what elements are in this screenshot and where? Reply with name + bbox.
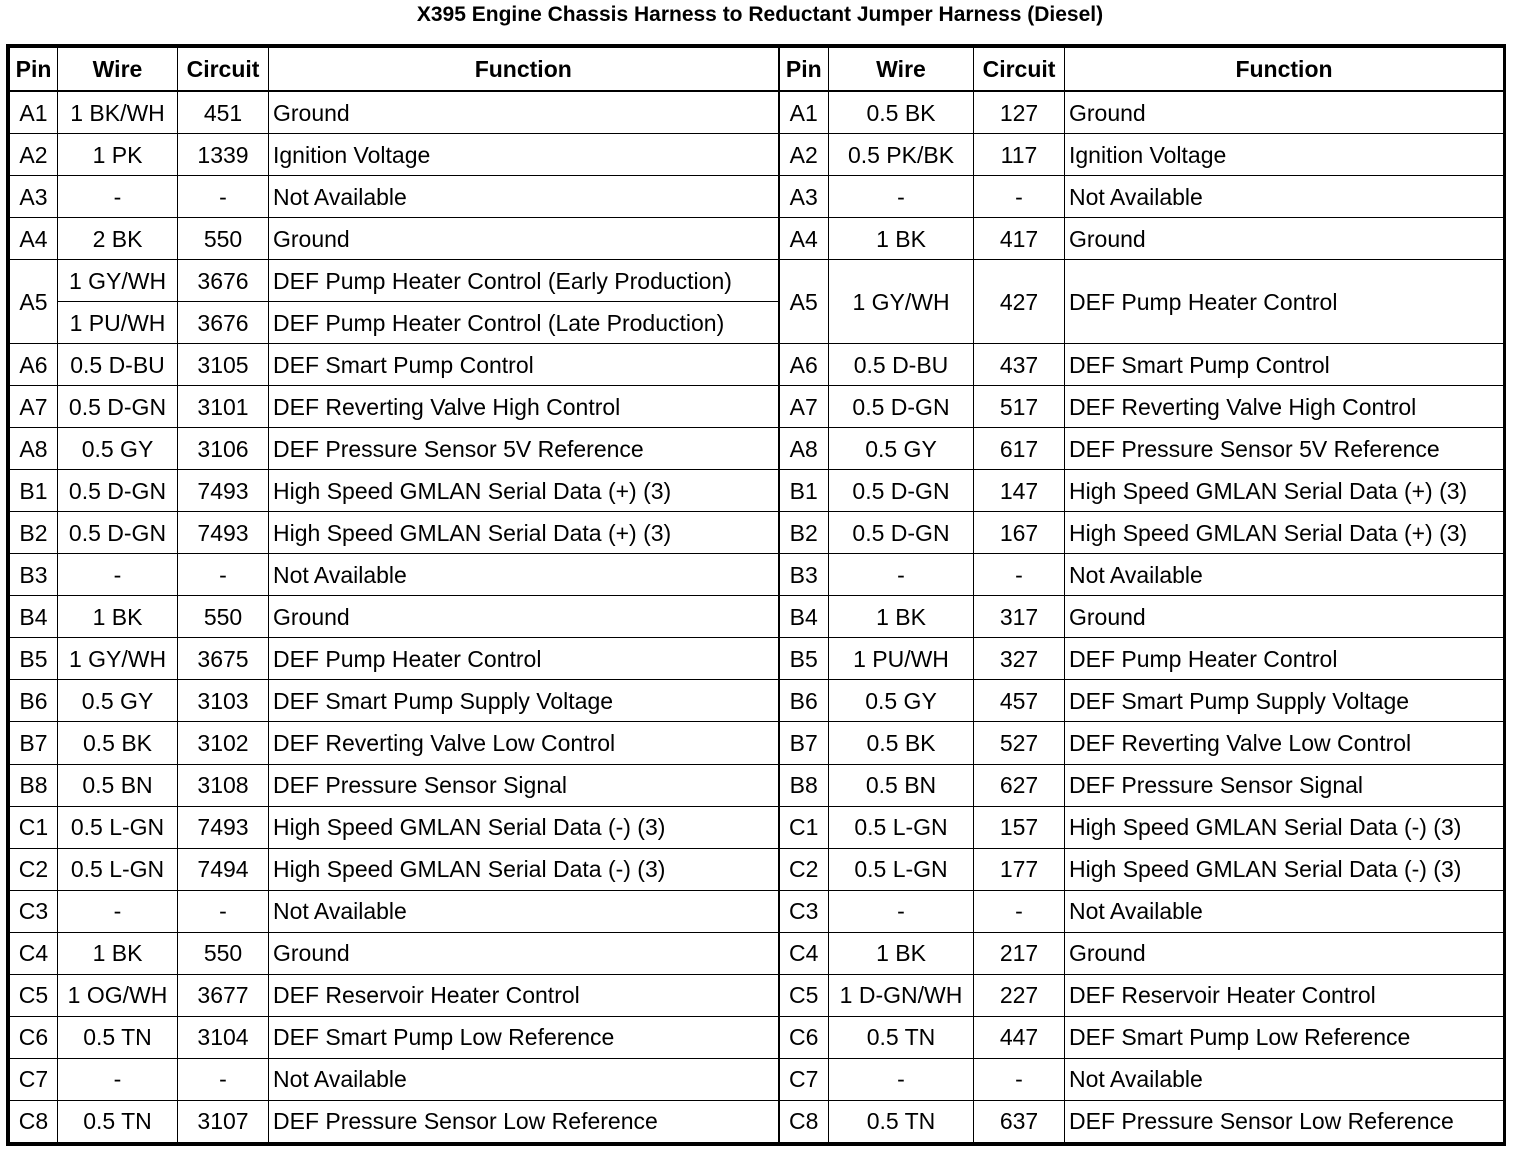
right-circuit-cell: 627 <box>974 764 1065 806</box>
right-function-cell: DEF Reverting Valve High Control <box>1065 386 1504 428</box>
table-row <box>10 91 1504 134</box>
right-circuit-cell: 147 <box>974 470 1065 512</box>
right-pin-cell: B5 <box>779 638 829 680</box>
left-pin-cell: C7 <box>10 1058 58 1100</box>
table-row <box>10 1016 1504 1058</box>
right-wire-cell: 1 GY/WH <box>829 260 974 344</box>
left-pin-cell: A5 <box>10 260 58 344</box>
left-function-cell: DEF Pressure Sensor Signal <box>269 764 779 806</box>
right-function-cell: DEF Reservoir Heater Control <box>1065 974 1504 1016</box>
right-wire-cell: 0.5 GY <box>829 680 974 722</box>
left-wire-cell: 2 BK <box>58 218 178 260</box>
left-function-cell: DEF Smart Pump Low Reference <box>269 1016 779 1058</box>
table-row <box>10 974 1504 1016</box>
left-pin-cell: C2 <box>10 848 58 890</box>
right-circuit-cell: 217 <box>974 932 1065 974</box>
right-pin-cell: C2 <box>779 848 829 890</box>
right-function-cell: Ground <box>1065 932 1504 974</box>
right-pin-cell: A1 <box>779 91 829 134</box>
left-pin-cell: C3 <box>10 890 58 932</box>
left-function-cell: Ignition Voltage <box>269 134 779 176</box>
left-function-cell: DEF Reservoir Heater Control <box>269 974 779 1016</box>
header-pin: Pin <box>779 48 829 92</box>
left-wire-cell: - <box>58 1058 178 1100</box>
left-function-cell: High Speed GMLAN Serial Data (-) (3) <box>269 806 779 848</box>
right-pin-cell: C8 <box>779 1100 829 1142</box>
left-pin-cell: A2 <box>10 134 58 176</box>
right-wire-cell: 0.5 BN <box>829 764 974 806</box>
right-wire-cell: 1 BK <box>829 218 974 260</box>
right-circuit-cell: 517 <box>974 386 1065 428</box>
table-row <box>10 1058 1504 1100</box>
table-row <box>10 806 1504 848</box>
table-row <box>10 260 1504 302</box>
left-circuit-cell: - <box>178 1058 269 1100</box>
right-pin-cell: A3 <box>779 176 829 218</box>
right-circuit-cell: 127 <box>974 91 1065 134</box>
right-circuit-cell: 167 <box>974 512 1065 554</box>
table-row <box>10 470 1504 512</box>
right-circuit-cell: - <box>974 176 1065 218</box>
right-wire-cell: 0.5 BK <box>829 722 974 764</box>
left-function-cell: Not Available <box>269 176 779 218</box>
left-pin-cell: B7 <box>10 722 58 764</box>
right-pin-cell: A4 <box>779 218 829 260</box>
right-function-cell: Not Available <box>1065 554 1504 596</box>
left-circuit-cell: - <box>178 554 269 596</box>
left-pin-cell: A8 <box>10 428 58 470</box>
table-header-row <box>10 48 1504 92</box>
right-circuit-cell: 157 <box>974 806 1065 848</box>
left-wire-cell: 0.5 D-BU <box>58 344 178 386</box>
left-function-cell: Ground <box>269 596 779 638</box>
left-circuit-cell: 3101 <box>178 386 269 428</box>
left-circuit-cell: 3103 <box>178 680 269 722</box>
right-function-cell: DEF Pressure Sensor Signal <box>1065 764 1504 806</box>
right-wire-cell: 0.5 TN <box>829 1100 974 1142</box>
left-pin-cell: C8 <box>10 1100 58 1142</box>
left-wire-cell: 0.5 TN <box>58 1016 178 1058</box>
right-wire-cell: 0.5 GY <box>829 428 974 470</box>
left-pin-cell: B1 <box>10 470 58 512</box>
pinout-table <box>9 47 1504 1143</box>
right-function-cell: Ground <box>1065 91 1504 134</box>
left-function-cell: Ground <box>269 218 779 260</box>
left-wire-cell: 1 GY/WH <box>58 638 178 680</box>
left-function-cell: DEF Reverting Valve High Control <box>269 386 779 428</box>
right-wire-cell: 0.5 TN <box>829 1016 974 1058</box>
right-wire-cell: 0.5 BK <box>829 91 974 134</box>
table-row <box>10 554 1504 596</box>
right-function-cell: High Speed GMLAN Serial Data (+) (3) <box>1065 512 1504 554</box>
table-row <box>10 680 1504 722</box>
left-wire-cell: 1 PU/WH <box>58 302 178 344</box>
right-wire-cell: 0.5 D-BU <box>829 344 974 386</box>
header-wire: Wire <box>58 48 178 92</box>
left-pin-cell: A3 <box>10 176 58 218</box>
table-row <box>10 1100 1504 1142</box>
right-circuit-cell: 447 <box>974 1016 1065 1058</box>
left-pin-cell: A1 <box>10 91 58 134</box>
right-pin-cell: C6 <box>779 1016 829 1058</box>
left-wire-cell: - <box>58 176 178 218</box>
right-function-cell: Not Available <box>1065 1058 1504 1100</box>
right-function-cell: High Speed GMLAN Serial Data (-) (3) <box>1065 848 1504 890</box>
right-circuit-cell: 637 <box>974 1100 1065 1142</box>
right-wire-cell: - <box>829 1058 974 1100</box>
left-circuit-cell: 3102 <box>178 722 269 764</box>
left-circuit-cell: 550 <box>178 932 269 974</box>
right-wire-cell: 0.5 L-GN <box>829 806 974 848</box>
right-circuit-cell: - <box>974 554 1065 596</box>
right-wire-cell: - <box>829 176 974 218</box>
right-pin-cell: A2 <box>779 134 829 176</box>
left-wire-cell: 0.5 D-GN <box>58 470 178 512</box>
header-circuit: Circuit <box>974 48 1065 92</box>
left-pin-cell: B3 <box>10 554 58 596</box>
right-circuit-cell: 457 <box>974 680 1065 722</box>
right-circuit-cell: 317 <box>974 596 1065 638</box>
left-circuit-cell: 7493 <box>178 512 269 554</box>
right-wire-cell: 1 BK <box>829 596 974 638</box>
right-function-cell: DEF Pump Heater Control <box>1065 260 1504 344</box>
left-wire-cell: - <box>58 890 178 932</box>
right-pin-cell: C4 <box>779 932 829 974</box>
table-row <box>10 638 1504 680</box>
right-function-cell: DEF Smart Pump Control <box>1065 344 1504 386</box>
left-function-cell: DEF Pressure Sensor Low Reference <box>269 1100 779 1142</box>
right-function-cell: DEF Pressure Sensor Low Reference <box>1065 1100 1504 1142</box>
left-wire-cell: 1 PK <box>58 134 178 176</box>
right-function-cell: Ignition Voltage <box>1065 134 1504 176</box>
left-circuit-cell: 3676 <box>178 260 269 302</box>
table-row <box>10 386 1504 428</box>
left-circuit-cell: 3104 <box>178 1016 269 1058</box>
right-function-cell: Not Available <box>1065 176 1504 218</box>
left-function-cell: Not Available <box>269 554 779 596</box>
left-function-cell: Not Available <box>269 1058 779 1100</box>
right-wire-cell: 0.5 D-GN <box>829 512 974 554</box>
left-function-cell: High Speed GMLAN Serial Data (+) (3) <box>269 470 779 512</box>
left-wire-cell: 0.5 BN <box>58 764 178 806</box>
table-row <box>10 932 1504 974</box>
left-function-cell: DEF Smart Pump Control <box>269 344 779 386</box>
left-circuit-cell: 3677 <box>178 974 269 1016</box>
left-wire-cell: 0.5 L-GN <box>58 806 178 848</box>
right-pin-cell: B1 <box>779 470 829 512</box>
right-function-cell: High Speed GMLAN Serial Data (-) (3) <box>1065 806 1504 848</box>
right-pin-cell: B7 <box>779 722 829 764</box>
header-circuit: Circuit <box>178 48 269 92</box>
left-wire-cell: 0.5 GY <box>58 428 178 470</box>
document-title: X395 Engine Chassis Harness to Reductant Jumper Harness (Diesel) <box>416 3 1104 26</box>
left-wire-cell: 0.5 BK <box>58 722 178 764</box>
right-pin-cell: A7 <box>779 386 829 428</box>
table-row <box>10 722 1504 764</box>
right-function-cell: DEF Pump Heater Control <box>1065 638 1504 680</box>
right-wire-cell: 1 BK <box>829 932 974 974</box>
left-function-cell: DEF Reverting Valve Low Control <box>269 722 779 764</box>
left-pin-cell: C5 <box>10 974 58 1016</box>
left-circuit-cell: 3675 <box>178 638 269 680</box>
right-wire-cell: 0.5 PK/BK <box>829 134 974 176</box>
right-function-cell: Not Available <box>1065 890 1504 932</box>
right-circuit-cell: 617 <box>974 428 1065 470</box>
right-function-cell: DEF Smart Pump Low Reference <box>1065 1016 1504 1058</box>
right-function-cell: DEF Reverting Valve Low Control <box>1065 722 1504 764</box>
right-circuit-cell: 437 <box>974 344 1065 386</box>
left-function-cell: DEF Smart Pump Supply Voltage <box>269 680 779 722</box>
right-wire-cell: 0.5 L-GN <box>829 848 974 890</box>
pinout-table-frame <box>6 44 1506 1146</box>
left-circuit-cell: 7493 <box>178 806 269 848</box>
right-circuit-cell: 527 <box>974 722 1065 764</box>
table-row <box>10 218 1504 260</box>
right-pin-cell: B6 <box>779 680 829 722</box>
right-pin-cell: B8 <box>779 764 829 806</box>
left-function-cell: DEF Pump Heater Control <box>269 638 779 680</box>
left-function-cell: Not Available <box>269 890 779 932</box>
left-circuit-cell: 3106 <box>178 428 269 470</box>
left-circuit-cell: 3107 <box>178 1100 269 1142</box>
right-pin-cell: A6 <box>779 344 829 386</box>
right-function-cell: Ground <box>1065 596 1504 638</box>
left-circuit-cell: 3676 <box>178 302 269 344</box>
right-circuit-cell: 227 <box>974 974 1065 1016</box>
left-circuit-cell: 550 <box>178 218 269 260</box>
right-function-cell: Ground <box>1065 218 1504 260</box>
table-row <box>10 848 1504 890</box>
left-wire-cell: 1 GY/WH <box>58 260 178 302</box>
right-wire-cell: - <box>829 554 974 596</box>
right-wire-cell: 1 PU/WH <box>829 638 974 680</box>
left-function-cell: High Speed GMLAN Serial Data (+) (3) <box>269 512 779 554</box>
table-row <box>10 344 1504 386</box>
left-circuit-cell: 7493 <box>178 470 269 512</box>
right-wire-cell: 0.5 D-GN <box>829 470 974 512</box>
right-wire-cell: - <box>829 890 974 932</box>
right-pin-cell: B2 <box>779 512 829 554</box>
table-row <box>10 428 1504 470</box>
left-wire-cell: 1 OG/WH <box>58 974 178 1016</box>
left-wire-cell: 1 BK/WH <box>58 91 178 134</box>
right-pin-cell: A5 <box>779 260 829 344</box>
right-circuit-cell: 427 <box>974 260 1065 344</box>
left-circuit-cell: 3108 <box>178 764 269 806</box>
left-wire-cell: 1 BK <box>58 596 178 638</box>
left-wire-cell: 0.5 D-GN <box>58 512 178 554</box>
table-row <box>10 764 1504 806</box>
left-wire-cell: - <box>58 554 178 596</box>
left-wire-cell: 1 BK <box>58 932 178 974</box>
left-pin-cell: A4 <box>10 218 58 260</box>
header-function: Function <box>1065 48 1504 92</box>
left-pin-cell: B2 <box>10 512 58 554</box>
left-circuit-cell: 451 <box>178 91 269 134</box>
left-circuit-cell: 550 <box>178 596 269 638</box>
left-wire-cell: 0.5 GY <box>58 680 178 722</box>
right-circuit-cell: 417 <box>974 218 1065 260</box>
left-function-cell: DEF Pressure Sensor 5V Reference <box>269 428 779 470</box>
left-wire-cell: 0.5 D-GN <box>58 386 178 428</box>
left-pin-cell: C1 <box>10 806 58 848</box>
right-circuit-cell: 327 <box>974 638 1065 680</box>
table-row <box>10 134 1504 176</box>
right-circuit-cell: 117 <box>974 134 1065 176</box>
right-function-cell: DEF Smart Pump Supply Voltage <box>1065 680 1504 722</box>
right-circuit-cell: - <box>974 890 1065 932</box>
right-wire-cell: 0.5 D-GN <box>829 386 974 428</box>
table-row <box>10 890 1504 932</box>
table-row <box>10 512 1504 554</box>
left-pin-cell: C6 <box>10 1016 58 1058</box>
header-function: Function <box>269 48 779 92</box>
left-wire-cell: 0.5 TN <box>58 1100 178 1142</box>
header-pin: Pin <box>10 48 58 92</box>
right-pin-cell: C5 <box>779 974 829 1016</box>
left-wire-cell: 0.5 L-GN <box>58 848 178 890</box>
right-pin-cell: C7 <box>779 1058 829 1100</box>
right-function-cell: DEF Pressure Sensor 5V Reference <box>1065 428 1504 470</box>
right-pin-cell: A8 <box>779 428 829 470</box>
left-circuit-cell: - <box>178 890 269 932</box>
left-function-cell: DEF Pump Heater Control (Early Production) <box>269 260 779 302</box>
left-circuit-cell: - <box>178 176 269 218</box>
left-circuit-cell: 1339 <box>178 134 269 176</box>
left-pin-cell: A7 <box>10 386 58 428</box>
right-circuit-cell: 177 <box>974 848 1065 890</box>
left-circuit-cell: 3105 <box>178 344 269 386</box>
table-row <box>10 596 1504 638</box>
right-function-cell: High Speed GMLAN Serial Data (+) (3) <box>1065 470 1504 512</box>
left-pin-cell: A6 <box>10 344 58 386</box>
left-pin-cell: B8 <box>10 764 58 806</box>
right-wire-cell: 1 D-GN/WH <box>829 974 974 1016</box>
right-circuit-cell: - <box>974 1058 1065 1100</box>
left-function-cell: High Speed GMLAN Serial Data (-) (3) <box>269 848 779 890</box>
left-circuit-cell: 7494 <box>178 848 269 890</box>
right-pin-cell: B4 <box>779 596 829 638</box>
right-pin-cell: C3 <box>779 890 829 932</box>
left-pin-cell: C4 <box>10 932 58 974</box>
left-function-cell: Ground <box>269 91 779 134</box>
table-row <box>10 176 1504 218</box>
right-pin-cell: C1 <box>779 806 829 848</box>
left-pin-cell: B6 <box>10 680 58 722</box>
left-pin-cell: B4 <box>10 596 58 638</box>
left-pin-cell: B5 <box>10 638 58 680</box>
header-wire: Wire <box>829 48 974 92</box>
right-pin-cell: B3 <box>779 554 829 596</box>
left-function-cell: DEF Pump Heater Control (Late Production) <box>269 302 779 344</box>
left-function-cell: Ground <box>269 932 779 974</box>
